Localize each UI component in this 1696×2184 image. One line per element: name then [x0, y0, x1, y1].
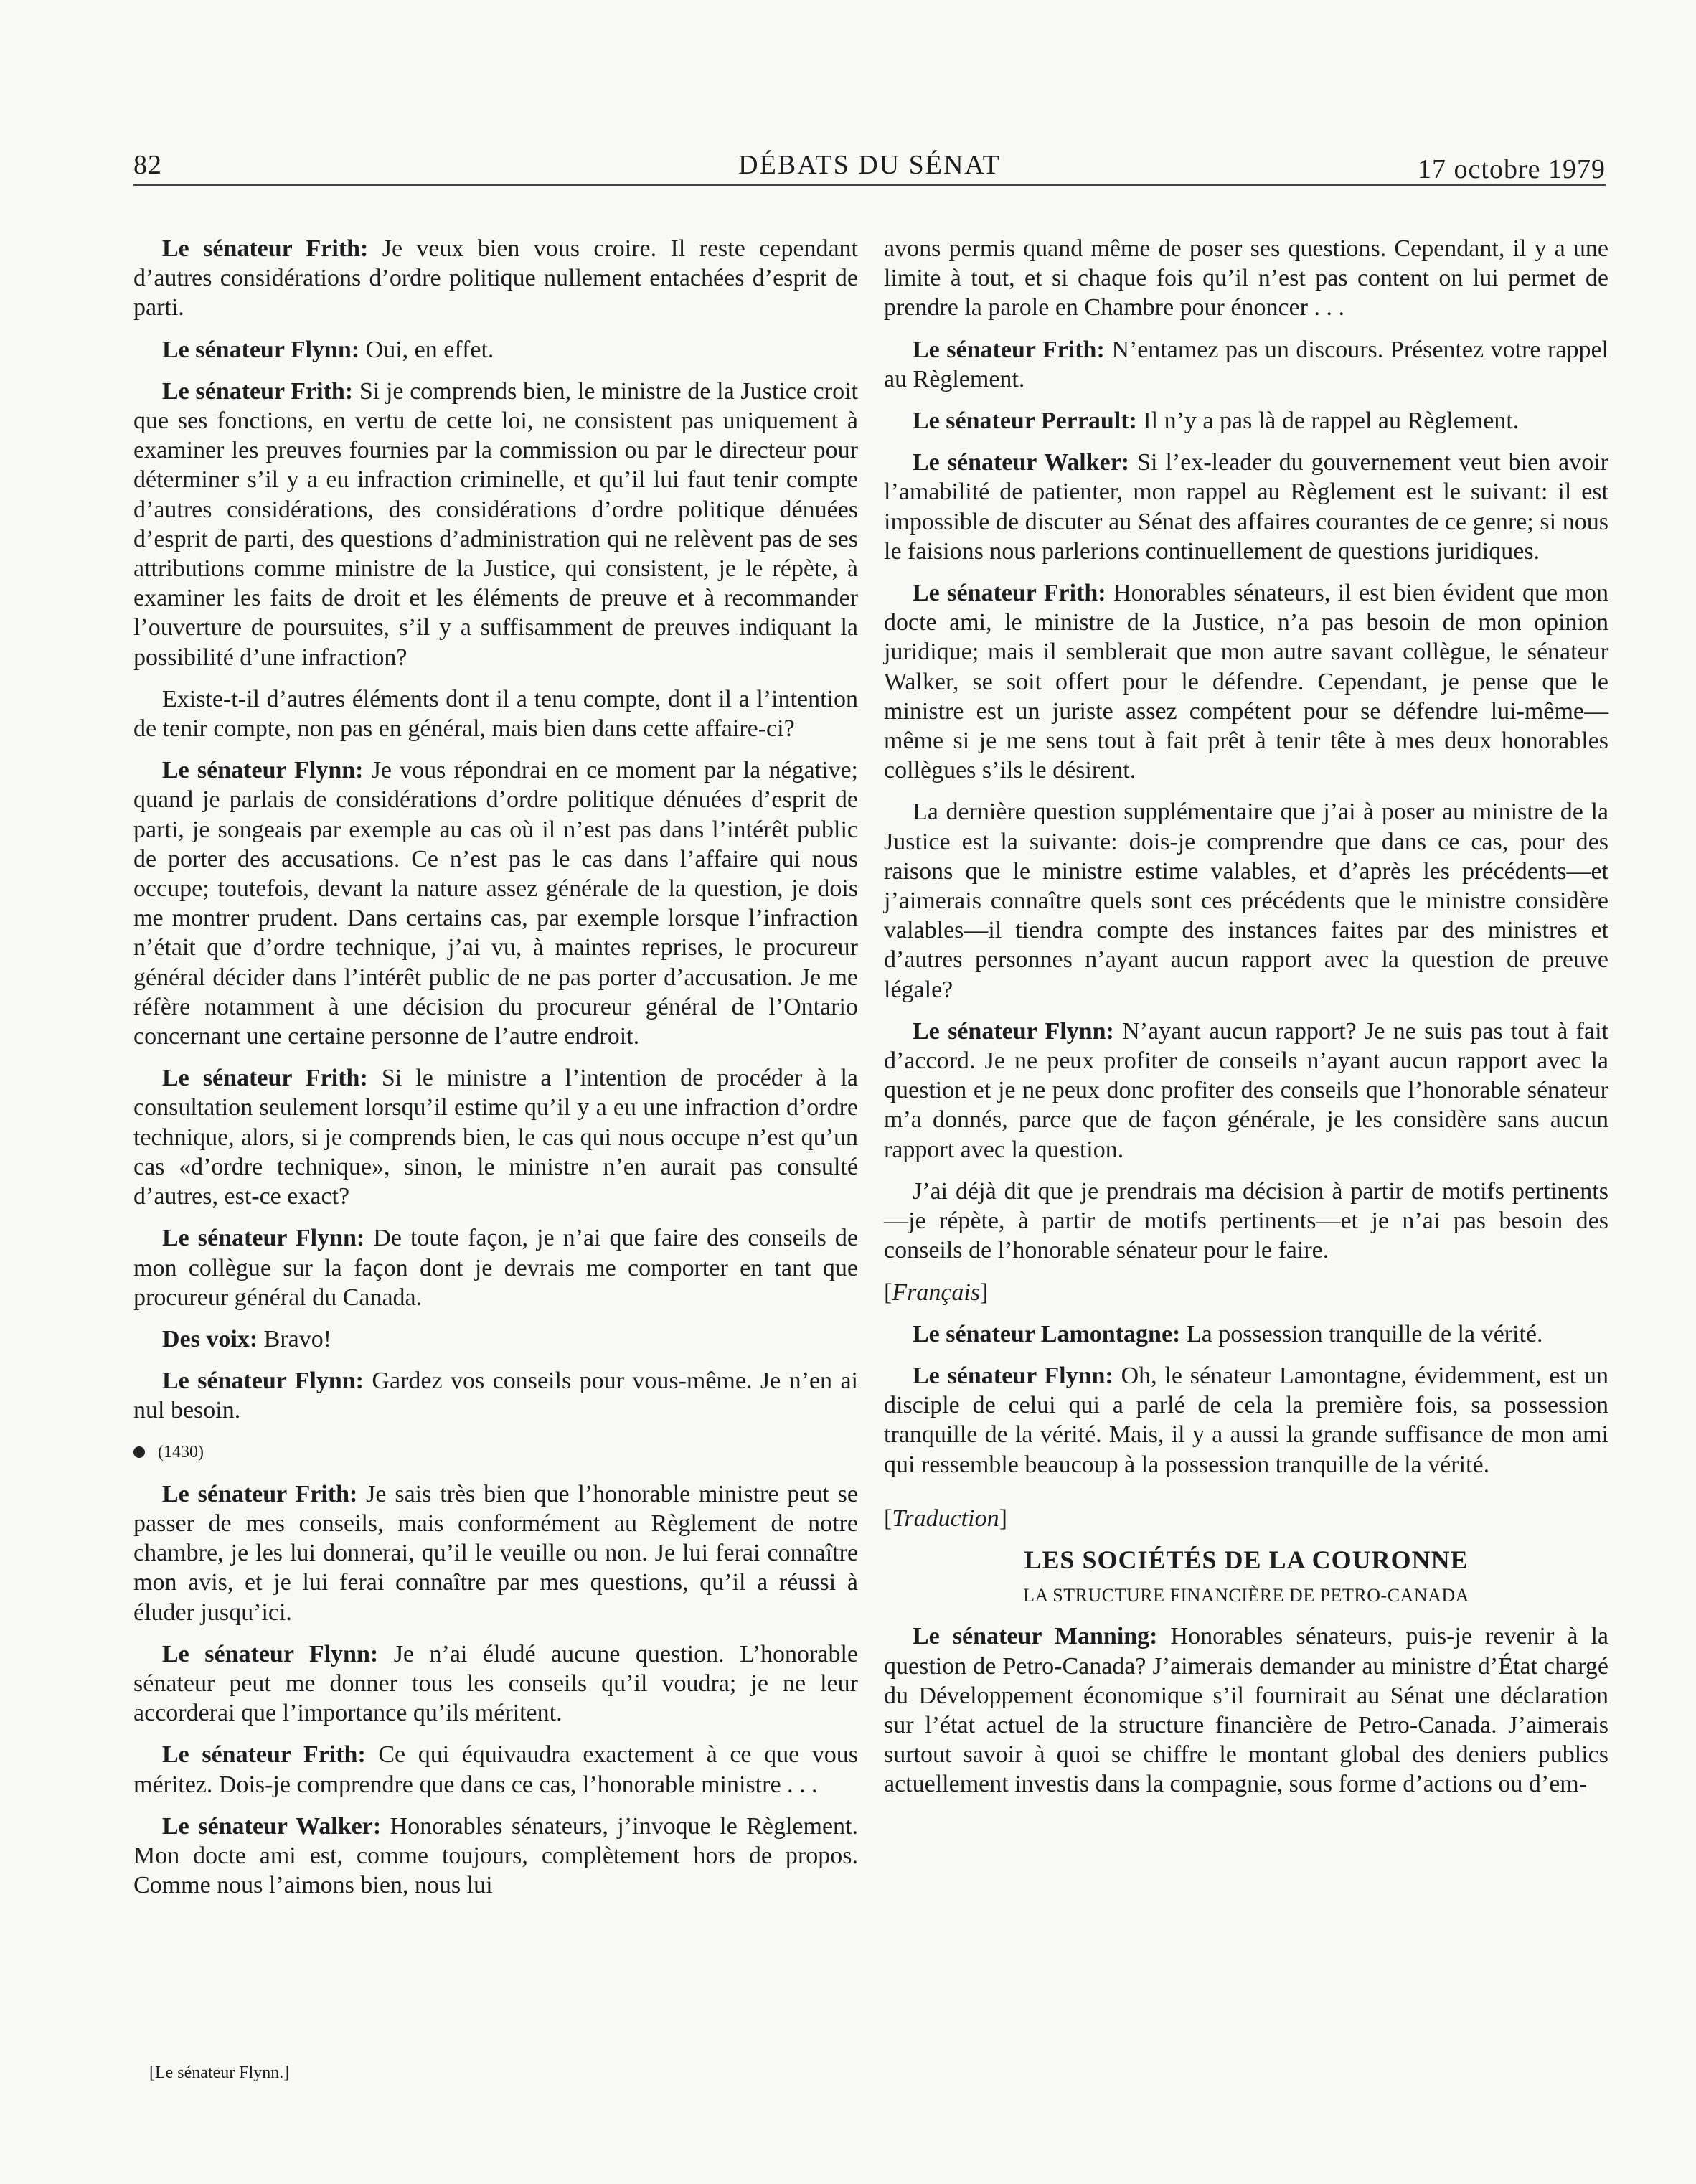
- paragraph: [133, 684, 858, 743]
- speaker-name: Le sénateur Walker:: [162, 1812, 382, 1840]
- paragraph-text: La dernière question supplémentaire que j’ai à poser au ministre de la Justice est la suivante: dois-je comprendre que dans ce cas, pour des raisons que le ministre estime valables, et d’après les précédents—et j’aimerais connaître quels sont ces précédents que le ministre considère valables—il tiendra compte des instances faites par des ministres et d’autres personnes n’ayant aucun rapport avec la question de preuve légale?: [884, 799, 1608, 1003]
- paragraph: [133, 1063, 858, 1211]
- paragraph: [133, 377, 858, 672]
- left-column-paragraphs: [133, 234, 858, 1426]
- paragraph-text: J’ai déjà dit que je prendrais ma décision à partir de motifs pertinents—je répète, à partir de motifs pertinents—et je n’ai pas besoin des conseils de l’honorable sénateur pour le faire.: [884, 1177, 1608, 1264]
- paragraph: [884, 1361, 1608, 1479]
- speaker-name: Le sénateur Flynn:: [162, 1368, 364, 1395]
- paragraph-text: Si l’ex-leader du gouvernement veut bien avoir l’amabilité de patienter, mon rappel au Règlement est le suivant: il est impossible de discuter au Sénat des affaires courantes de ce genre; si nous le faisions nous parlerions continuellement de questions juridiques.: [884, 449, 1609, 565]
- paragraph: [884, 578, 1608, 785]
- speaker-name: Le sénateur Flynn:: [162, 757, 364, 784]
- paragraph: [133, 1223, 858, 1312]
- paragraph-text: Honorables sénateurs, j’invoque le Règlement. Mon docte ami est, comme toujours, complètement hors de propos. Comme nous l’aimons bien, nous lui: [133, 1812, 858, 1899]
- paragraph-text: Je vous répondrai en ce moment par la négative; quand je parlais de considérations d’ordre politique dénuées d’esprit de parti, je songeais par exemple au cas où il n’est pas dans l’intérêt public de porter des accusations. Ce n’est pas le cas dans l’affaire qui nous occupe; toutefois, devant la nature assez générale de la question, je dois me montrer prudent. Dans certains cas, par exemple lorsque l’infraction n’était que d’ordre technique, j’ai vu, à maintes reprises, le procureur général décider dans l’intérêt public de ne pas porter d’accusation. Je me réfère notamment à une décision du procureur général de l’Ontario concernant une certaine personne de l’autre endroit.: [133, 757, 859, 1050]
- time-marker: [133, 1438, 858, 1467]
- speaker-name: Le sénateur Manning:: [913, 1623, 1158, 1650]
- bullet-icon: [133, 1446, 145, 1458]
- header-rule: [133, 184, 1606, 186]
- paragraph-text: Gardez vos conseils pour vous-même. Je n’en ai nul besoin.: [133, 1368, 859, 1424]
- speaker-name: Le sénateur Flynn:: [913, 1017, 1114, 1045]
- paragraph-text: Oui, en effet.: [359, 336, 494, 363]
- paragraph-text: Si je comprends bien, le ministre de la Justice croit que ses fonctions, en vertu de cette loi, ne consistent pas uniquement à examiner les preuves fournies par la commission ou par le directeur pour déterminer s’il y a eu infraction criminelle, et qu’il lui faut tenir compte d’autres considérations, des considérations d’ordre politique dénuées d’esprit de parti, des questions d’administration qui ne relèvent pas de ses attributions comme ministre de la Justice, qui consistent, je le répète, à examiner les faits de droit et les éléments de preuve et à recommander l’ouverture de poursuites, s’il y a suffisamment de preuves indiquant la possibilité d’une infraction?: [133, 377, 858, 671]
- speaker-name: Le sénateur Frith:: [162, 377, 354, 405]
- paragraph-text: N’ayant aucun rapport? Je ne suis pas tout à fait d’accord. Je ne peux profiter de conseils n’ayant aucun rapport avec la question et je ne peux donc profiter des conseils que l’honorable sénateur m’a donnés, parce que de façon générale, je les considère sans aucun rapport avec la question.: [884, 1017, 1608, 1163]
- left-column-paragraphs-2: [133, 1479, 858, 1901]
- paragraph: [133, 1812, 858, 1901]
- paragraph: [884, 797, 1608, 1004]
- paragraph-text: Bravo!: [258, 1325, 332, 1352]
- footer-note: [Le sénateur Flynn.]: [149, 2063, 290, 2082]
- speaker-name: Le sénateur Lamontagne:: [913, 1320, 1181, 1347]
- paragraph: [133, 234, 858, 323]
- right-column-paragraphs: [884, 234, 1608, 1266]
- paragraph: [133, 1639, 858, 1728]
- paragraph-text: Si le ministre a l’intention de procéder à la consultation seulement lorsqu’il estime qu’il y a eu une infraction d’ordre technique, alors, si je comprends bien, le cas qui nous occupe n’est qu’un cas «d’ordre technique», sinon, le ministre n’en aurait pas consulté d’autres, est-ce exact?: [133, 1065, 858, 1210]
- paragraph: [884, 1319, 1608, 1349]
- speaker-name: Le sénateur Walker:: [913, 449, 1130, 476]
- paragraph-text: La possession tranquille de la vérité.: [1180, 1320, 1543, 1347]
- speaker-name: Le sénateur Flynn:: [913, 1362, 1113, 1389]
- speaker-name: Le sénateur Frith:: [162, 1480, 358, 1507]
- paragraph: [133, 1366, 858, 1425]
- language-note-francais: [Français]: [884, 1279, 989, 1306]
- paragraph-text: Existe-t-il d’autres éléments dont il a tenu compte, dont il a l’intention de tenir compte, non pas en général, mais bien dans cette affaire-ci?: [133, 685, 858, 743]
- paragraph-text: N’entamez pas un discours. Présentez votre rappel au Règlement.: [884, 336, 1608, 392]
- speaker-name: Le sénateur Perrault:: [913, 408, 1137, 435]
- paragraph: [133, 1324, 858, 1354]
- page-number: 82: [133, 150, 162, 180]
- speaker-name: Le sénateur Flynn:: [162, 336, 360, 363]
- right-column: [884, 234, 1608, 1812]
- paragraph: [884, 234, 1608, 323]
- paragraph-text: Honorables sénateurs, il est bien évident que mon docte ami, le ministre de la Justice, n’a pas besoin de mon opinion juridique; mais il semblerait que mon autre savant collègue, le sénateur Walker, se soit offert pour le défendre. Cependant, je pense que le ministre est un juriste assez compétent pour se défendre lui-même—même si je me sens tout à fait prêt à tenir tête à mes deux honorables collègues s’ils le désirent.: [884, 580, 1608, 784]
- paragraph: [884, 448, 1608, 566]
- speaker-name: Le sénateur Frith:: [162, 1065, 368, 1092]
- publication-date: 17 octobre 1979: [1418, 154, 1606, 184]
- language-note-traduction: [Traduction]: [884, 1505, 1007, 1532]
- paragraph: [884, 335, 1608, 394]
- publication-title: DÉBATS DU SÉNAT: [738, 150, 1001, 180]
- speaker-name: Le sénateur Flynn:: [162, 1225, 365, 1252]
- paragraph: [133, 335, 858, 364]
- paragraph-text: De toute façon, je n’ai que faire des conseils de mon collègue sur la façon dont je devrais me comporter en tant que procureur général du Canada.: [133, 1225, 859, 1311]
- paragraph-text: Je n’ai éludé aucune question. L’honorable sénateur peut me donner tous les conseils qu’il voudra; je ne leur accorderai que l’importance qu’ils méritent.: [133, 1640, 858, 1727]
- paragraph-text: Honorables sénateurs, puis-je revenir à la question de Petro-Canada? J’aimerais demander au ministre d’État chargé du Développement économique s’il fournirait au Sénat une déclaration sur l’état actuel de la structure financière de Petro-Canada. J’aimerais surtout savoir à quoi se chiffre le montant global des deniers publics actuellement investis dans la compagnie, sous forme d’actions ou d’em-: [884, 1623, 1608, 1798]
- paragraph-text: Je veux bien vous croire. Il reste cependant d’autres considérations d’ordre politique nullement entachées d’esprit de parti.: [133, 235, 858, 321]
- paragraph: [884, 406, 1608, 436]
- language-note-text: Français: [892, 1279, 981, 1306]
- paragraph-text: Ce qui équivaudra exactement à ce que vous méritez. Dois-je comprendre que dans ce cas, l’honorable ministre . . .: [133, 1741, 858, 1798]
- speaker-name: Des voix:: [162, 1325, 258, 1352]
- time-marker-text: (1430): [158, 1442, 204, 1462]
- paragraph: [133, 1479, 858, 1627]
- speaker-name: Le sénateur Flynn:: [162, 1640, 379, 1667]
- paragraph: [884, 1017, 1608, 1164]
- speaker-name: Le sénateur Frith:: [913, 336, 1105, 363]
- paragraph-text: Oh, le sénateur Lamontagne, évidemment, est un disciple de celui qui a parlé de cela la première fois, sa possession tranquille de la vérité. Mais, il y a aussi la grande suffisance de mon ami qui ressemble beaucoup à la possession tranquille de la vérité.: [884, 1362, 1609, 1478]
- language-note-text: Traduction: [892, 1505, 999, 1532]
- paragraph-text: avons permis quand même de poser ses questions. Cependant, il y a une limite à tout, et si chaque fois qu’il n’est pas content on lui permet de prendre la parole en Chambre pour énoncer . . .: [884, 235, 1608, 321]
- speaker-name: Le sénateur Frith:: [162, 1741, 366, 1769]
- right-column-paragraphs-2: [884, 1319, 1608, 1479]
- paragraph: [884, 1177, 1608, 1266]
- section-title: LES SOCIÉTÉS DE LA COURONNE: [1024, 1545, 1469, 1574]
- page-header: [133, 143, 1606, 187]
- section-subtitle: LA STRUCTURE FINANCIÈRE DE PETRO-CANADA: [1023, 1585, 1469, 1606]
- paragraph: [133, 756, 858, 1051]
- speaker-name: Le sénateur Frith:: [913, 580, 1106, 607]
- left-column: [133, 234, 858, 1912]
- paragraph-text: Je sais très bien que l’honorable ministre peut se passer de mes conseils, mais conformément au Règlement de notre chambre, je les lui donnerai, qu’il le veuille ou non. Je lui ferai connaître mon avis, et je lui ferai connaître par mes questions, qu’il a réussi à éluder jusqu’ici.: [133, 1480, 858, 1626]
- paragraph: [133, 1740, 858, 1799]
- speaker-name: Le sénateur Frith:: [162, 235, 369, 262]
- paragraph-text: Il n’y a pas là de rappel au Règlement.: [1136, 408, 1520, 435]
- paragraph: [884, 1621, 1608, 1799]
- right-column-paragraphs-3: [884, 1621, 1608, 1799]
